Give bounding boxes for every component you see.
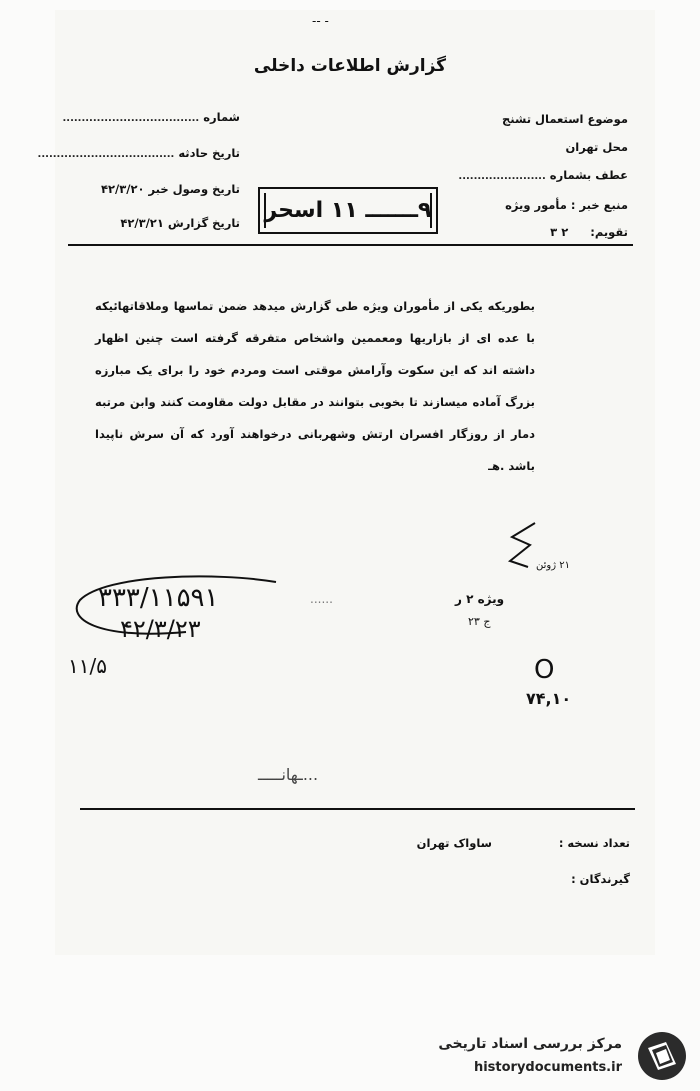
signature-mark: ۲۱ ژوئن — [536, 560, 570, 571]
handwritten-date: ۴۲/۳/۲۳ — [120, 615, 201, 643]
top-mark: -- - — [312, 14, 329, 28]
field-number-dots: .................................... — [62, 113, 200, 124]
handwritten-number-main: ۳۳۳/۱۱۵۹۱ — [98, 583, 219, 613]
field-received-date — [101, 182, 240, 196]
field-report-date — [120, 216, 240, 230]
field-report-date-label: تاریخ گزارش — [167, 216, 240, 230]
field-incident-date — [38, 146, 240, 160]
field-received-date-value: ۴۲/۳/۲۰ — [101, 182, 145, 196]
field-source — [505, 198, 628, 212]
field-subject-value: استعمال تشنج — [502, 112, 584, 126]
field-location-label: محل — [602, 140, 628, 154]
archive-name: مرکز بررسی اسناد تاریخی — [438, 1036, 622, 1052]
handwritten-circle-mark: O — [534, 655, 555, 685]
header-divider — [68, 244, 633, 246]
field-number — [62, 110, 240, 124]
archive-logo-icon — [636, 1030, 688, 1082]
field-incident-date-dots: .................................... — [37, 149, 175, 160]
faint-mark: ...... — [310, 592, 333, 606]
footer-divider — [80, 808, 635, 810]
field-copies-label: تعداد نسخه : — [558, 836, 630, 850]
field-source-value: مأمور ویژه — [505, 198, 567, 212]
field-location-value: تهران — [565, 140, 599, 154]
field-incident-date-label: تاریخ حادثه — [178, 146, 240, 160]
field-calendar-value: ۲ ۳ — [550, 225, 569, 239]
handwritten-note: ویژه ۲ ر — [455, 592, 505, 606]
document-title: گزارش اطلاعات داخلی — [253, 56, 447, 76]
field-subject — [502, 112, 628, 126]
handwritten-stamp-box — [258, 187, 438, 234]
field-calendar-label: تقویم: — [590, 225, 628, 239]
field-source-label: منبع خبر : — [570, 198, 628, 212]
field-copies — [559, 836, 630, 850]
field-subject-label: موضوع — [587, 112, 628, 126]
handwritten-number-right: ۷۴,۱۰ — [526, 689, 572, 708]
field-copies-value: ساواک تهران — [416, 836, 492, 850]
field-report-date-value: ۴۲/۳/۲۱ — [120, 216, 164, 230]
handwritten-note-number: ۲۳ ج — [468, 615, 491, 628]
field-attachment-label: عطف بشماره — [549, 168, 628, 182]
field-attachment — [458, 168, 628, 182]
lower-stamp: ...ـهانـــــ — [258, 765, 319, 784]
archive-url: historydocuments.ir — [473, 1060, 622, 1075]
field-location — [565, 140, 628, 154]
field-number-label: شماره — [203, 110, 240, 124]
field-recipients: گیرندگان : — [571, 872, 630, 886]
stamp-box-text: ۹ـــــــ ۱۱ اسحر — [264, 198, 432, 223]
field-calendar — [550, 225, 628, 239]
field-attachment-dots: ....................... — [458, 171, 546, 182]
field-received-date-label: تاریخ وصول خبر — [148, 182, 240, 196]
handwritten-number-left: ۱۱/۵ — [68, 654, 107, 678]
report-body: بطوریکه یکی از مأموران ویژه طی گزارش میدهد ضمن تماسها وملاقاتهائیکه با عده ای از بازاریها ومعممین واشخاص متفرقه گرفته است چنین اظهار داشته اند که این سکوت وآرامش موقتی است ومردم خود را برای یک مبارزه بزرگ آماده میسازند تا بخوبی بتوانند در مقابل دولت مقاومت کنند وابن مرتبه دمار از روزگار افسران ارتش وشهربانی درخواهند آورد که آن سرش ناپیدا باشد .هـ — [95, 299, 535, 473]
